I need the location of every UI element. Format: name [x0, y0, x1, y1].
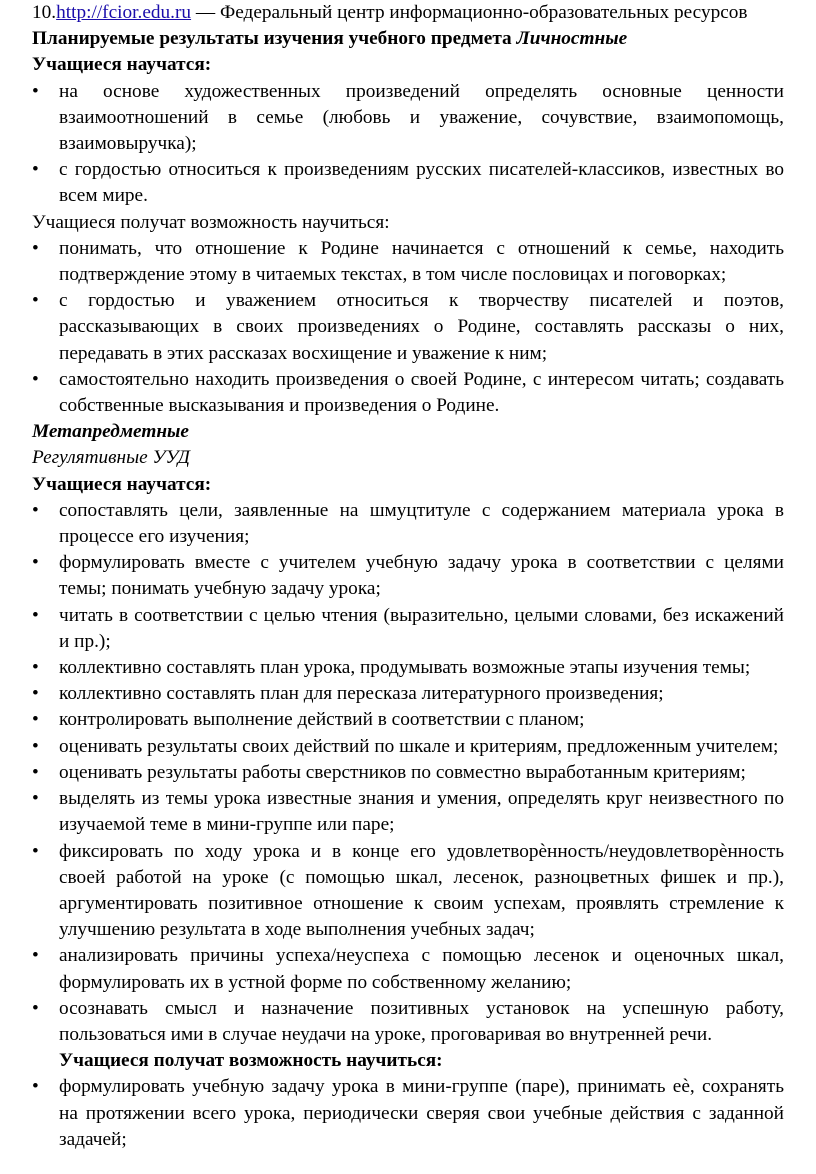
list-item-text: анализировать причины успеха/неуспеха с помощью лесенок и оценочных шкал, формулировать их в устной форме по собственному желанию; — [59, 945, 784, 993]
bullet: • — [32, 735, 39, 757]
list-item-text: сопоставлять цели, заявленные на шмуцтитуле с содержанием материала урока в процессе его изучения; — [59, 499, 784, 548]
list-item — [32, 288, 784, 367]
bullet: • — [32, 997, 39, 1019]
list-item-text: осознавать смысл и назначение позитивных установок на успешную работу, пользоваться ими в случае неудачи на уроке, проговаривая во внутренней речи. — [59, 997, 784, 1045]
meta-learn-list — [32, 498, 784, 1074]
bullet: • — [32, 237, 39, 259]
list-item-text: с гордостью относиться к произведениям русских писателей-классиков, известных во всем мире. — [59, 159, 784, 207]
list-item — [32, 943, 784, 995]
source-description: — Федеральный центр информационно-образовательных ресурсов — [191, 2, 748, 23]
meta-opportunity-heading: Учащиеся получат возможность научиться: — [59, 1050, 443, 1072]
list-item-text: оценивать результаты работы сверстников по совместно выработанным критериям; — [59, 761, 746, 783]
planned-results-title: Планируемые результаты изучения учебного предмета — [32, 28, 517, 50]
planned-results-heading — [32, 26, 784, 52]
list-item-text: коллективно составлять план урока, продумывать возможные этапы изучения темы; — [59, 657, 751, 679]
bullet: • — [32, 683, 39, 705]
regulatory-uud-heading: Регулятивные УУД — [32, 447, 190, 469]
bullet: • — [32, 552, 39, 574]
personal-opportunity-list — [32, 236, 784, 419]
list-item — [32, 157, 784, 209]
list-item — [32, 498, 784, 550]
bullet: • — [32, 1076, 39, 1098]
meta-learn-heading: Учащиеся научатся: — [32, 473, 212, 495]
list-item — [32, 760, 784, 786]
source-line — [32, 0, 784, 26]
list-item — [32, 79, 784, 158]
bullet: • — [32, 657, 39, 679]
list-item — [32, 655, 784, 681]
personal-learn-list — [32, 79, 784, 210]
list-item — [32, 839, 784, 944]
list-item — [32, 1074, 784, 1153]
list-item-text: на основе художественных произведений определять основные ценности взаимоотношений в семье (любовь и уважение, сочувствие, взаимопомощь, взаимовыручка); — [59, 80, 784, 155]
list-item — [32, 550, 784, 602]
list-item — [32, 367, 784, 419]
list-item-text: формулировать учебную задачу урока в мини-группе (паре), принимать еѐ, сохранять на протяжении всего урока, периодически сверяя свои учебные действия с заданной задачей; — [59, 1076, 784, 1150]
list-item — [32, 707, 784, 733]
list-item-text: читать в соответствии с целью чтения (выразительно, целыми словами, без искажений и пр.); — [59, 604, 784, 652]
list-item — [32, 996, 784, 1075]
source-number: 10. — [32, 2, 57, 23]
bullet: • — [32, 80, 39, 102]
list-item — [32, 603, 784, 655]
bullet: • — [32, 499, 39, 521]
bullet: • — [32, 840, 39, 862]
bullet: • — [32, 788, 39, 810]
list-item-text: с гордостью и уважением относиться к творчеству писателей и поэтов, рассказывающих в своих произведениях о Родине, составлять рассказы о них, передавать в этих рассказах восхищение и уважение к ним; — [59, 290, 784, 364]
meta-subject-heading: Метапредметные — [32, 421, 189, 443]
list-item-text: выделять из темы урока известные знания и умения, определять круг неизвестного по изучаемой теме в мини-группе или паре; — [59, 788, 784, 836]
list-item-text: оценивать результаты своих действий по шкале и критериям, предложенным учителем; — [59, 735, 779, 757]
list-item — [32, 236, 784, 288]
list-item — [32, 681, 784, 707]
bullet: • — [32, 761, 39, 783]
list-item — [32, 734, 784, 760]
list-item-text: фиксировать по ходу урока и в конце его удовлетворѐнность/неудовлетворѐнность своей работой на уроке (с помощью шкал, лесенок, разноцветных фишек и пр.), аргументировать позитивное отношение к своим успехам, проявлять стремление к улучшению результата в ходе выполнения учебных задач; — [59, 840, 784, 941]
bullet: • — [32, 604, 39, 626]
list-item — [32, 786, 784, 838]
bullet: • — [32, 368, 39, 390]
personal-opportunity-heading: Учащиеся получат возможность научиться: — [32, 211, 390, 233]
source-link[interactable]: http://fcior.edu.ru — [56, 2, 192, 23]
bullet: • — [32, 159, 39, 181]
list-item-text: понимать, что отношение к Родине начинается с отношений к семье, находить подтверждение этому в читаемых текстах, в том числе пословицах и поговорках; — [59, 237, 784, 286]
list-item-text: самостоятельно находить произведения о своей Родине, с интересом читать; создавать собственные высказывания и произведения о Родине. — [59, 368, 784, 417]
bullet: • — [32, 945, 39, 967]
list-item-text: коллективно составлять план для пересказа литературного произведения; — [59, 683, 664, 705]
list-item-text: контролировать выполнение действий в соответствии с планом; — [59, 709, 585, 731]
list-item-text: формулировать вместе с учителем учебную задачу урока в соответствии с целями темы; понимать учебную задачу урока; — [59, 552, 784, 600]
bullet: • — [32, 290, 39, 312]
meta-opportunity-list — [32, 1074, 784, 1153]
personal-learn-heading: Учащиеся научатся: — [32, 54, 212, 76]
bullet: • — [32, 709, 39, 731]
personal-section-title: Личностные — [516, 28, 628, 50]
